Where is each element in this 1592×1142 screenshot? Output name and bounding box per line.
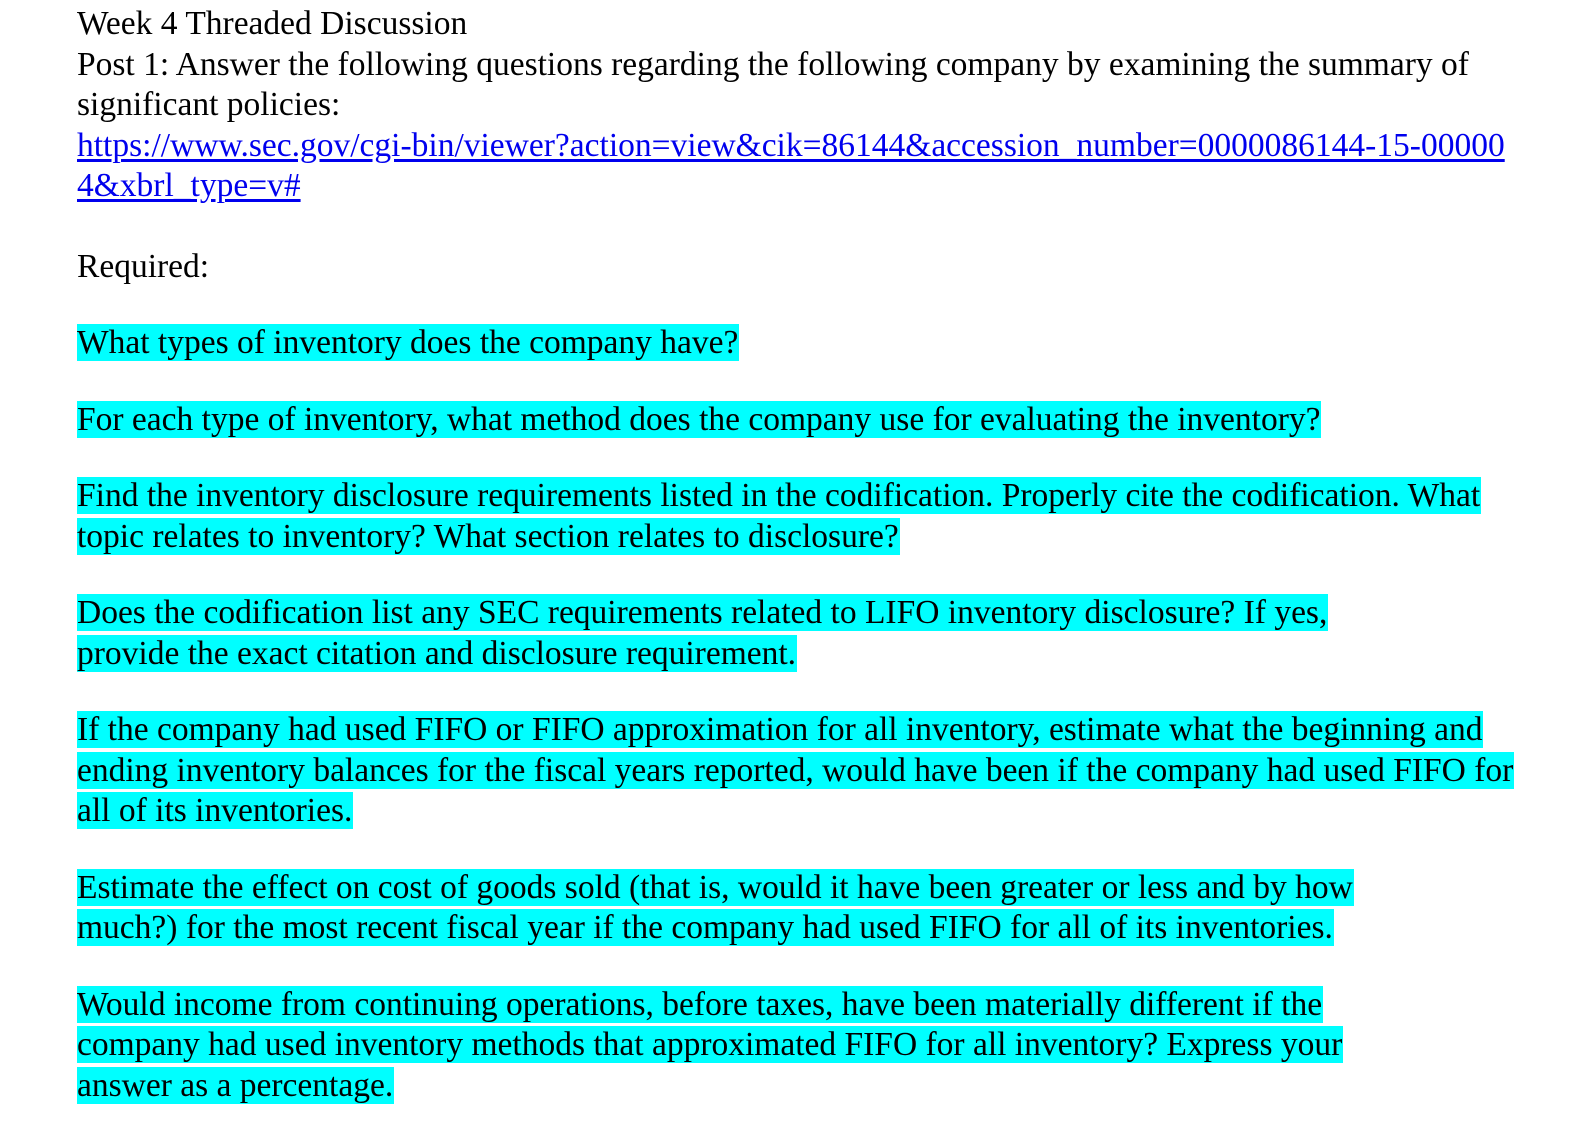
required-label: Required: — [77, 247, 210, 285]
question-1-text: What types of inventory does the company have? — [77, 324, 739, 361]
question-6 — [77, 868, 1437, 949]
spacer — [77, 207, 1567, 247]
question-2 — [77, 400, 1567, 441]
sec-viewer-link[interactable]: https://www.sec.gov/cgi-bin/viewer?action=view&cik=86144&accession_number=0000086144-15-000004&xbrl_type=v# — [77, 126, 1505, 204]
spacer — [77, 287, 1567, 323]
question-5-text: If the company had used FIFO or FIFO approximation for all inventory, estimate what the beginning and ending inventory balances for the fiscal years reported, would have been if the company had used FIFO for all of its inventories. — [77, 711, 1514, 829]
question-4 — [77, 593, 1427, 674]
spacer — [77, 364, 1567, 400]
question-4-text: Does the codification list any SEC requirements related to LIFO inventory disclosure? If yes, provide the exact citation and disclosure requirement. — [77, 594, 1328, 672]
question-3 — [77, 476, 1507, 557]
document-body — [77, 4, 1567, 1106]
spacer — [77, 949, 1567, 985]
spacer — [77, 440, 1567, 476]
spacer — [77, 832, 1567, 868]
spacer — [77, 674, 1567, 710]
document-title: Week 4 Threaded Discussion — [77, 5, 468, 42]
spacer — [77, 557, 1567, 593]
intro-text: Post 1: Answer the following questions regarding the following company by examining the summary of significant policies: — [77, 45, 1469, 123]
question-3-text: Find the inventory disclosure requirements listed in the codification. Properly cite the codification. What topic relates to inventory? What section relates to disclosure? — [77, 477, 1481, 555]
question-7-text: Would income from continuing operations, before taxes, have been materially different if the company had used inventory methods that approximated FIFO for all inventory? Express your answer as a percentage. — [77, 985, 1343, 1104]
question-2-text: For each type of inventory, what method does the company use for evaluating the inventory? — [77, 400, 1321, 438]
question-5 — [77, 710, 1517, 832]
question-1 — [77, 323, 1567, 364]
question-7 — [77, 985, 1437, 1107]
question-6-text: Estimate the effect on cost of goods sold (that is, would it have been greater or less and by how much?) for the most recent fiscal year if the company had used FIFO for all of its inventories. — [77, 868, 1353, 946]
